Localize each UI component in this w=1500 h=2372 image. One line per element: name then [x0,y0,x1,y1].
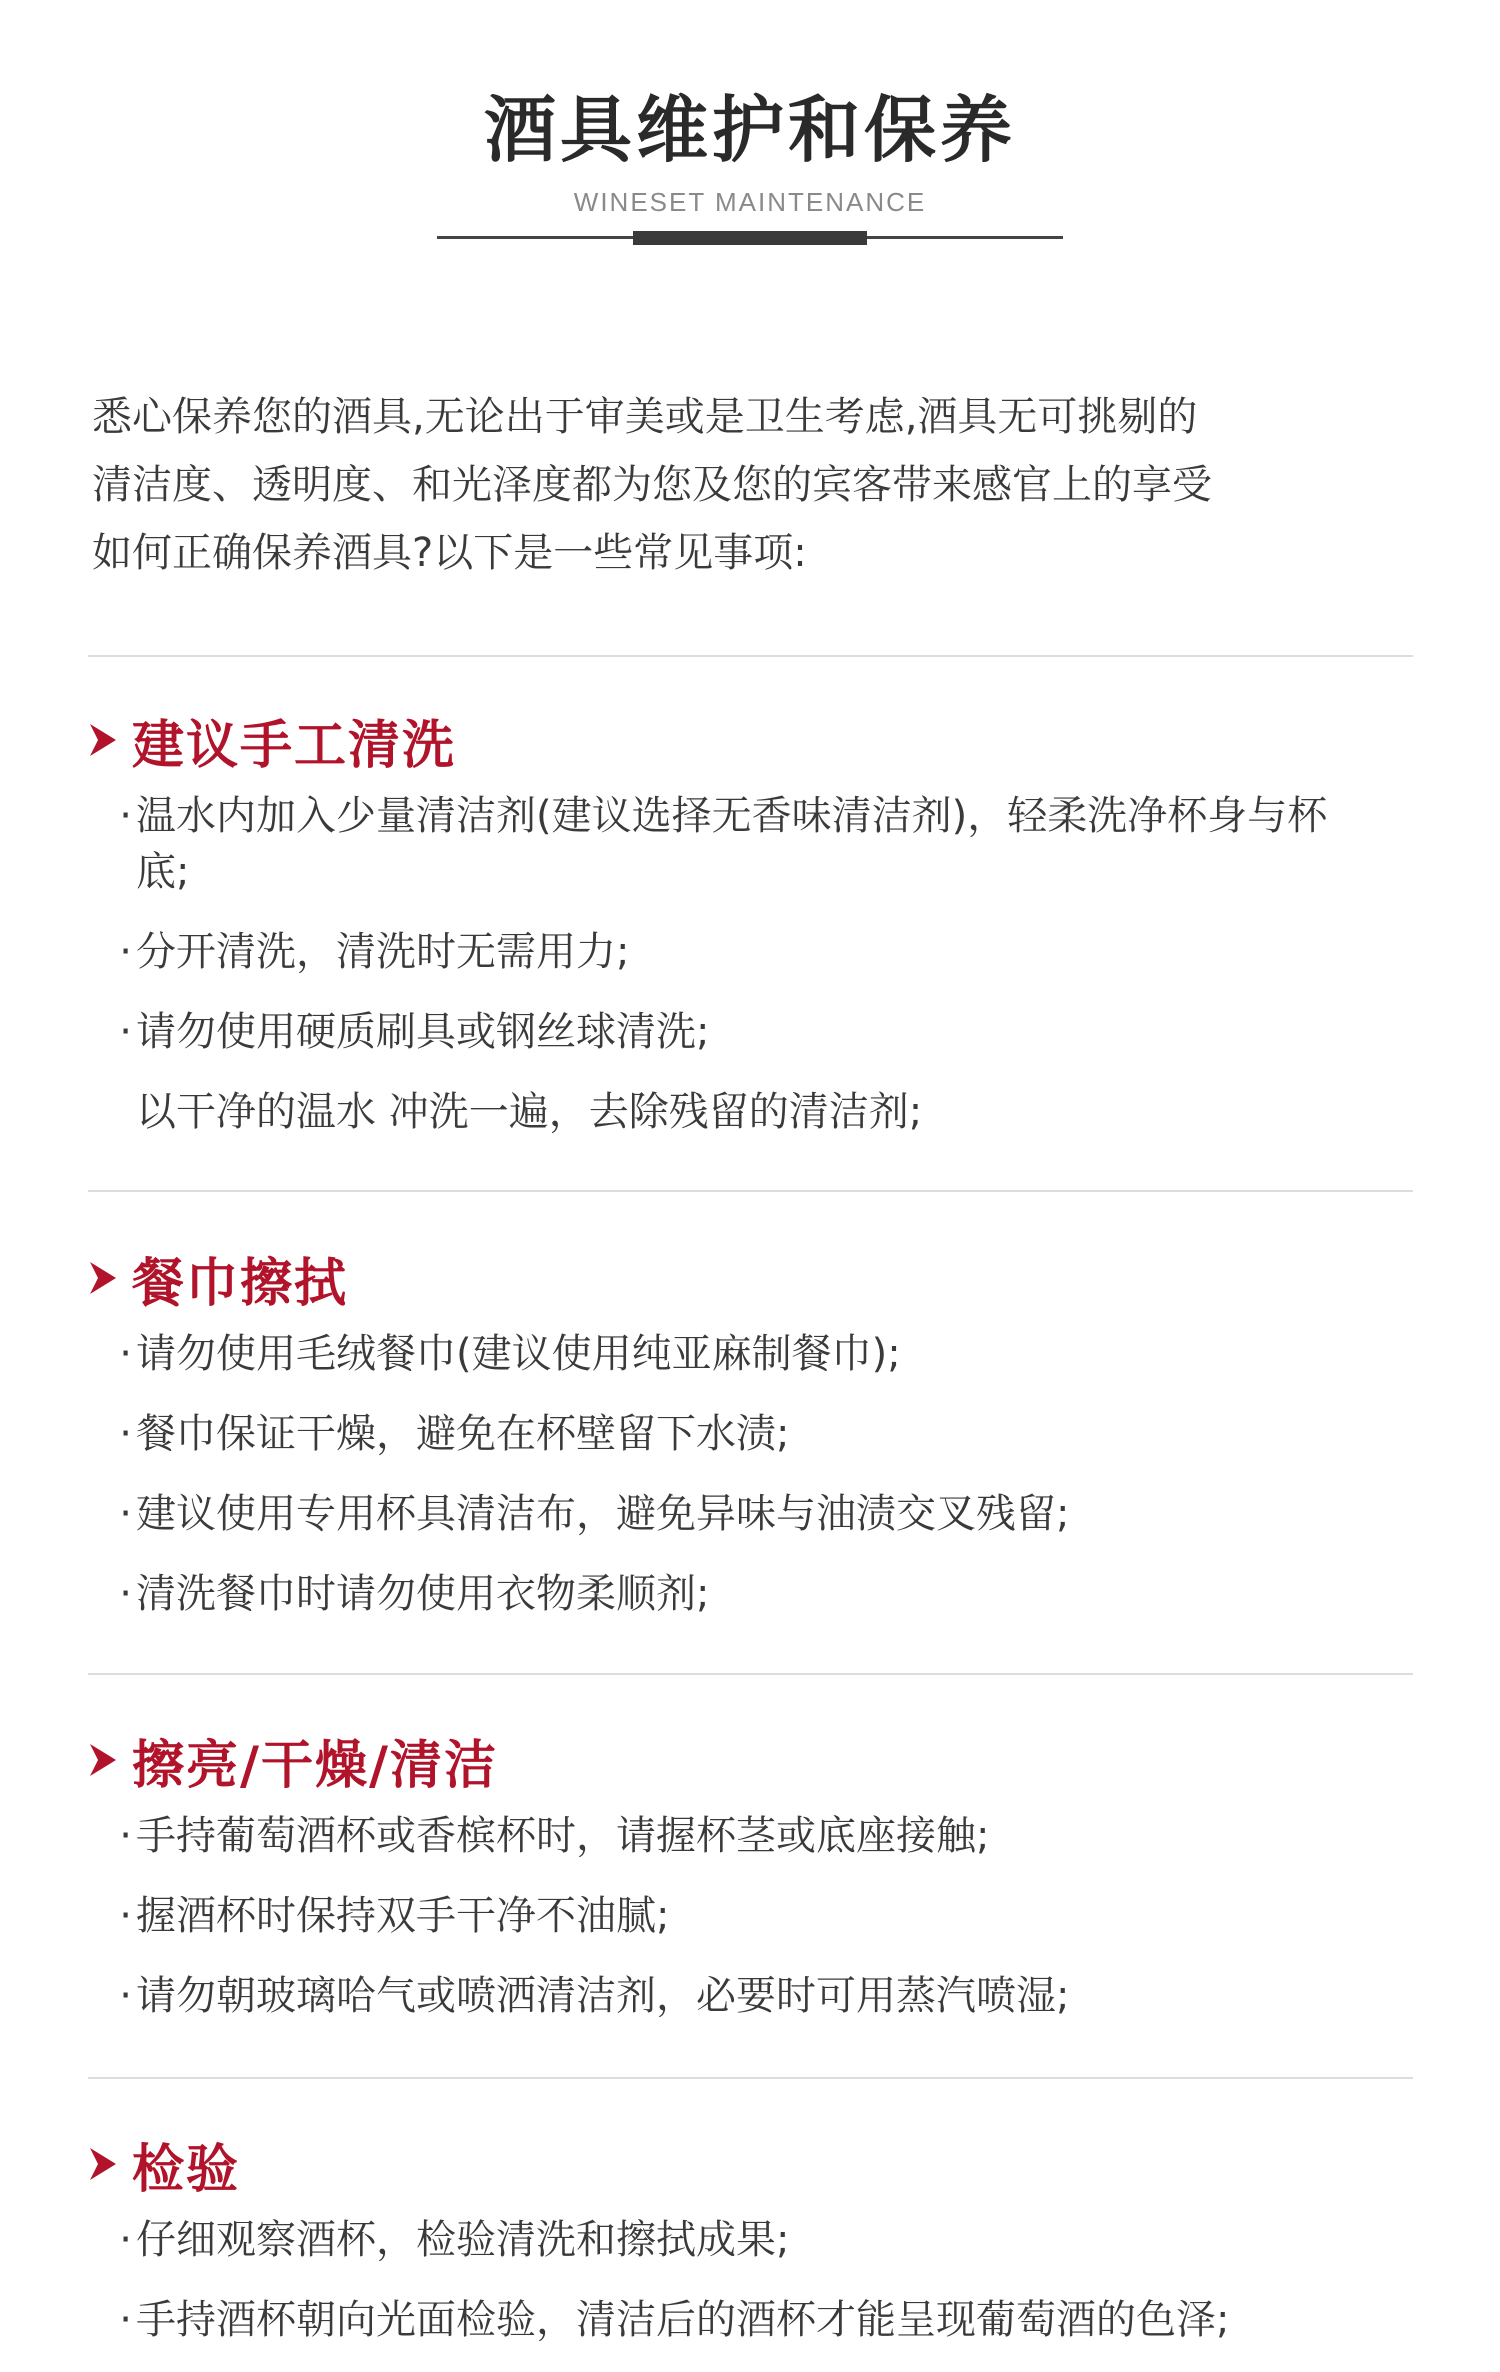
list-item-text: 仔细观察酒杯，检验清洗和擦拭成果; [136,2217,790,2263]
section-title: 擦亮/干燥/清洁 [132,1735,498,1796]
bullet: · [119,1571,132,1617]
list-item-text: 握酒杯时保持双手干净不油腻; [136,1893,670,1939]
list-item [88,1406,1418,1462]
bullet: · [119,1331,132,1377]
list-item-text: 餐巾保证干燥，避免在杯壁留下水渍; [136,1411,790,1457]
section-heading [88,1720,1418,1800]
list-item [88,1326,1418,1382]
list-item-text: 手持酒杯朝向光面检验，清洁后的酒杯才能呈现葡萄酒的色泽; [136,2297,1230,2343]
list-item-text: 以干净的温水 冲洗一遍，去除残留的清洁剂; [136,1089,923,1135]
section-heading [88,2124,1418,2204]
intro-paragraph [92,383,1432,587]
section-heading [88,700,1418,780]
page-subtitle: WINESET MAINTENANCE [573,187,927,217]
list-item [88,1968,1418,2024]
list-item-text: 温水内加入少量清洁剂(建议选择无香味清洁剂)，轻柔洗净杯身与杯底; [136,793,1328,895]
item-list [88,788,1418,1140]
list-item-text: 分开清洗，清洗时无需用力; [136,929,630,975]
intro-line: 清洁度、透明度、和光泽度都为您及您的宾客带来感官上的享受 [92,462,1212,508]
list-item-text: 请勿朝玻璃哈气或喷洒清洁剂，必要时可用蒸汽喷湿; [136,1973,1070,2019]
list-item [88,1888,1418,1944]
list-item-text: 建议使用专用杯具清洁布，避免异味与油渍交叉残留; [136,1491,1070,1537]
section-hand-wash [88,700,1418,1164]
intro-line: 悉心保养您的酒具,无论出于审美或是卫生考虑,酒具无可挑剔的 [92,394,1198,440]
bullet: · [119,1813,132,1859]
list-item-text: 请勿使用毛绒餐巾(建议使用纯亚麻制餐巾); [136,1331,901,1377]
item-list [88,2212,1418,2348]
section-divider [88,1673,1413,1675]
chevron-right-icon [88,722,118,758]
section-title: 建议手工清洗 [132,715,457,776]
section-napkin-wipe [88,1238,1418,1646]
page-header [0,80,1500,218]
section-polish-dry-clean [88,1720,1418,2048]
list-item-text: 手持葡萄酒杯或香槟杯时，请握杯茎或底座接触; [136,1813,990,1859]
list-item [88,1808,1418,1864]
bullet: · [119,2217,132,2263]
list-item [88,2212,1418,2268]
bullet: · [119,929,132,975]
list-item [88,1486,1418,1542]
chevron-right-icon [88,1742,118,1778]
list-item-text: 请勿使用硬质刷具或钢丝球清洗; [136,1009,710,1055]
list-item [88,2292,1418,2348]
intro-line: 如何正确保养酒具?以下是一些常见事项: [92,530,807,576]
section-title: 检验 [132,2139,241,2200]
list-item [88,924,1418,980]
item-list [88,1808,1418,2024]
section-title: 餐巾擦拭 [132,1253,349,1314]
bullet: · [119,2297,132,2343]
bullet: · [119,1491,132,1537]
section-divider [88,655,1413,657]
bullet: · [119,793,132,839]
bullet: · [119,1009,132,1055]
section-divider [88,1190,1413,1192]
bullet: · [119,1973,132,2019]
section-divider [88,2077,1413,2079]
list-item [88,1566,1418,1622]
list-item-text: 清洗餐巾时请勿使用衣物柔顺剂; [136,1571,710,1617]
bullet: · [119,1411,132,1457]
chevron-right-icon [88,1260,118,1296]
list-item [88,788,1418,900]
list-item [88,1084,1418,1140]
page-title: 酒具维护和保养 [483,88,1016,172]
bullet [88,1084,136,1140]
list-item [88,1004,1418,1060]
bullet: · [119,1893,132,1939]
section-inspect [88,2124,1418,2372]
section-heading [88,1238,1418,1318]
header-divider-accent [633,231,867,245]
item-list [88,1326,1418,1622]
chevron-right-icon [88,2146,118,2182]
